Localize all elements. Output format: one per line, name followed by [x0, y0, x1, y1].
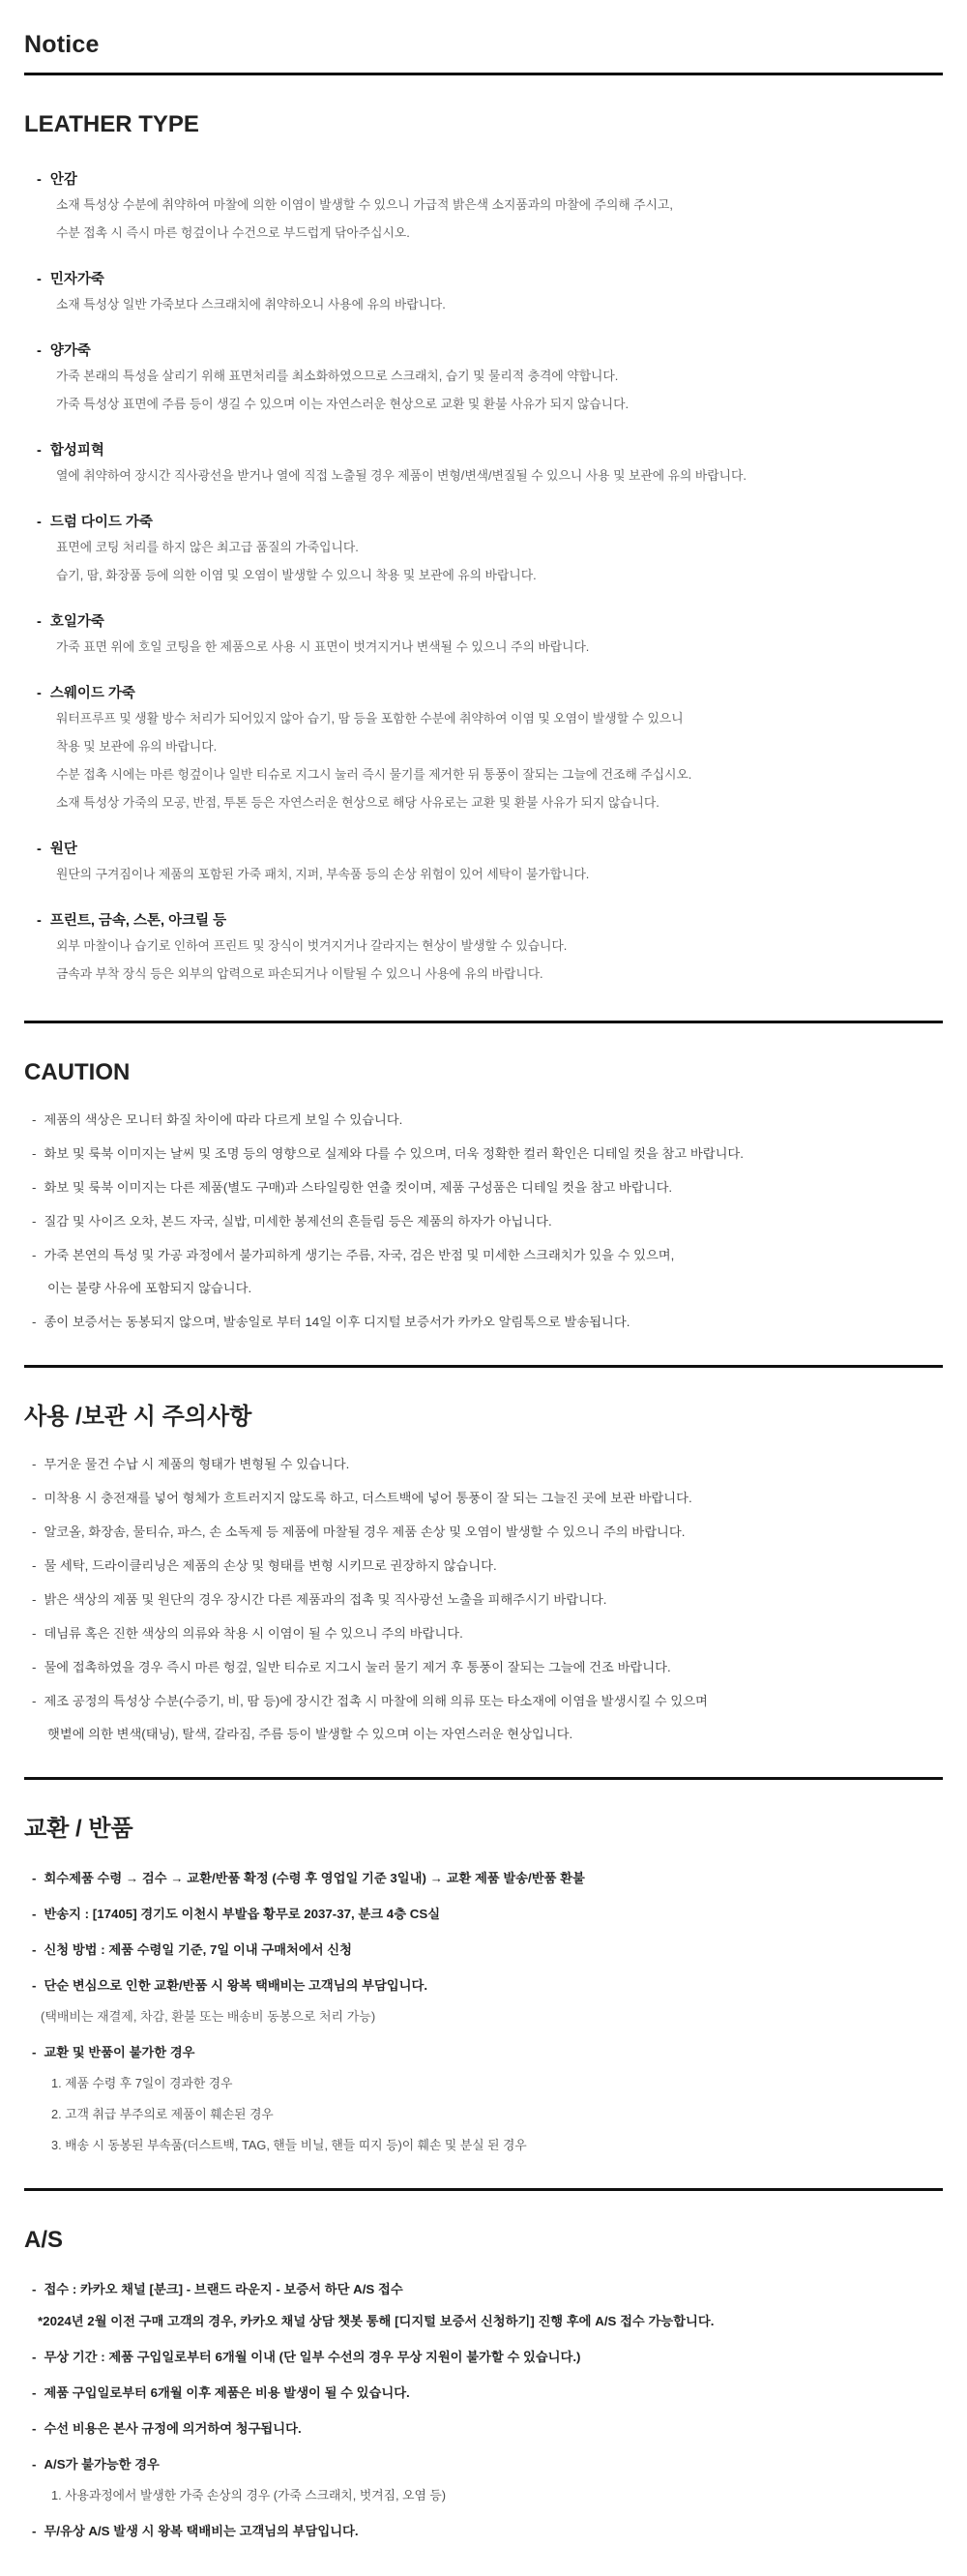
storage-bullet-text: 데님류 혹은 진한 색상의 의류와 착용 시 이염이 될 수 있으니 주의 바랍니다.: [44, 1626, 463, 1641]
dash-marker: -: [37, 686, 42, 701]
section-storage-care: [24, 1403, 943, 1744]
storage-bullet: [24, 1455, 943, 1474]
leather-item-title-row: [24, 911, 943, 932]
leather-item: [24, 513, 943, 589]
return-address-text: 반송지 : [17405] 경기도 이천시 부발읍 황무로 2037-37, 분크 4층 CS실: [44, 1907, 441, 1921]
section-caution: [24, 1058, 943, 1332]
storage-bullet-text: 알코올, 화장솜, 물티슈, 파스, 손 소독제 등 제품에 마찰될 경우 제품 손상 및 오염이 발생할 수 있으니 주의 바랍니다.: [44, 1525, 686, 1539]
caution-bullet: [24, 1110, 943, 1130]
divider: [24, 73, 943, 75]
leather-item-title: 안감: [49, 172, 77, 188]
leather-item: [24, 612, 943, 661]
leather-item-title-row: [24, 684, 943, 704]
exchange-bullet: [24, 1940, 943, 1960]
leather-item: [24, 441, 943, 489]
section-heading-caution: CAUTION: [24, 1059, 131, 1085]
exchange-not-allowed-title: 교환 및 반품이 불가한 경우: [44, 2045, 195, 2059]
caution-bullet: [24, 1212, 943, 1231]
caution-bullet-text: 화보 및 룩북 이미지는 날씨 및 조명 등의 영향으로 실제와 다를 수 있으며, 더욱 정확한 컬러 확인은 디테일 컷을 참고 바랍니다.: [44, 1146, 744, 1161]
leather-item-line: 표면에 코팅 처리를 하지 않은 최고급 품질의 가죽입니다.: [56, 540, 359, 554]
as-free-period-text: 무상 기간 : 제품 구입일로부터 6개월 이내 (단 일부 수선의 경우 무상 지원이 불가할 수 있습니다.): [44, 2350, 581, 2364]
storage-bullet-text: 물에 접촉하였을 경우 즉시 마른 헝겊, 일반 티슈로 지그시 눌러 물기 제거 후 통풍이 잘되는 그늘에 건조 바랍니다.: [44, 1660, 671, 1674]
leather-item: [24, 341, 943, 418]
exchange-bullet: [24, 1869, 943, 1888]
dash-marker: -: [32, 1315, 37, 1329]
leather-item-title-row: [24, 612, 943, 633]
leather-item-line: 가죽 표면 위에 호일 코팅을 한 제품으로 사용 시 표면이 벗겨지거나 변색될 수 있으니 주의 바랍니다.: [56, 639, 590, 654]
as-repair-cost-text: 수선 비용은 본사 규정에 의거하여 청구됩니다.: [44, 2421, 302, 2436]
caution-bullet: [24, 1313, 943, 1332]
dash-marker: -: [32, 2350, 37, 2364]
leather-item-title: 합성피혁: [49, 443, 104, 459]
as-bullet: [24, 2348, 943, 2367]
as-bullet: [24, 2384, 943, 2403]
as-not-possible-title: A/S가 불가능한 경우: [44, 2457, 160, 2472]
dash-marker: -: [37, 614, 42, 630]
dash-marker: -: [32, 1626, 37, 1641]
section-heading-after-service: A/S: [24, 2227, 64, 2253]
shipping-fee-text: 단순 변심으로 인한 교환/반품 시 왕복 택배비는 고객님의 부담입니다.: [44, 1978, 428, 1993]
dash-marker: -: [32, 2524, 37, 2538]
section-heading-exchange-return: 교환 / 반품: [24, 1816, 133, 1842]
leather-item: [24, 684, 943, 816]
leather-item-line: 습기, 땀, 화장품 등에 의한 이염 및 오염이 발생할 수 있으니 착용 및 보관에 유의 바랍니다.: [56, 568, 537, 582]
dash-marker: -: [37, 272, 42, 287]
leather-item-title: 원단: [49, 842, 77, 857]
leather-item-title-row: [24, 170, 943, 191]
caution-bullet-text: 질감 및 사이즈 오차, 본드 자국, 실밥, 미세한 봉제선의 흔들림 등은 제품의 하자가 아닙니다.: [44, 1214, 552, 1229]
exchange-bullet: [24, 1976, 943, 1996]
leather-item-line: 열에 취약하여 장시간 직사광선을 받거나 열에 직접 노출될 경우 제품이 변형/변색/변질될 수 있으니 사용 및 보관에 유의 바랍니다.: [56, 468, 747, 483]
caution-bullet-text: 제품의 색상은 모니터 화질 차이에 따라 다르게 보일 수 있습니다.: [44, 1112, 403, 1127]
leather-item-line: 소재 특성상 가죽의 모공, 반점, 투톤 등은 자연스러운 현상으로 해당 사유로는 교환 및 환불 사유가 되지 않습니다.: [56, 795, 659, 810]
exchange-bullet: [24, 2043, 943, 2062]
caution-bullet: [24, 1144, 943, 1164]
storage-bullet-text: 밝은 색상의 제품 및 원단의 경우 장시간 다른 제품과의 접촉 및 직사광선 노출을 피해주시기 바랍니다.: [44, 1592, 607, 1607]
storage-bullet: [24, 1523, 943, 1542]
dash-marker: -: [32, 2457, 37, 2472]
dash-marker: -: [32, 1558, 37, 1573]
dash-marker: -: [32, 1248, 37, 1262]
dash-marker: -: [32, 1694, 37, 1708]
notice-page: [24, 29, 943, 2541]
dash-marker: -: [32, 1871, 37, 1885]
exchange-case: 3. 배송 시 동봉된 부속품(더스트백, TAG, 핸들 비닐, 핸들 띠지 등)이 훼손 및 분실 된 경우: [51, 2138, 527, 2152]
dash-marker: -: [37, 443, 42, 459]
dash-marker: -: [37, 343, 42, 359]
shipping-fee-note: (택배비는 재결제, 차감, 환불 또는 배송비 동봉으로 처리 가능): [41, 2009, 376, 2024]
dash-marker: -: [37, 842, 42, 857]
storage-bullet-text: 제조 공정의 특성상 수분(수증기, 비, 땀 등)에 장시간 접촉 시 마찰에 의해 의류 또는 타소재에 이염을 발생시킬 수 있으며: [44, 1694, 708, 1708]
leather-item: [24, 270, 943, 318]
leather-item-title: 스웨이드 가죽: [49, 686, 135, 701]
as-bullet: [24, 2522, 943, 2541]
dash-marker: -: [32, 1942, 37, 1957]
exchange-case: 2. 고객 취급 부주의로 제품이 훼손된 경우: [51, 2107, 274, 2121]
section-after-service: [24, 2226, 943, 2541]
leather-item: [24, 840, 943, 888]
leather-item-line: 착용 및 보관에 유의 바랍니다.: [56, 739, 218, 754]
dash-marker: -: [37, 913, 42, 929]
divider: [24, 1777, 943, 1780]
storage-bullet-text: 미착용 시 충전재를 넣어 형체가 흐트러지지 않도록 하고, 더스트백에 넣어 통풍이 잘 되는 그늘진 곳에 보관 바랍니다.: [44, 1491, 692, 1505]
dash-marker: -: [32, 1180, 37, 1195]
storage-bullet-continuation: 햇볕에 의한 변색(태닝), 탈색, 갈라짐, 주름 등이 발생할 수 있으며 이는 자연스러운 현상입니다.: [47, 1727, 573, 1741]
leather-item-title-row: [24, 270, 943, 290]
dash-marker: -: [32, 1214, 37, 1229]
dash-marker: -: [32, 1660, 37, 1674]
leather-item-title: 호일가죽: [49, 614, 104, 630]
as-case: 1. 사용과정에서 발생한 가죽 손상의 경우 (가죽 스크래치, 벗겨짐, 오염 등): [51, 2488, 446, 2502]
leather-item-line: 소재 특성상 일반 가죽보다 스크래치에 취약하오니 사용에 유의 바랍니다.: [56, 297, 446, 311]
leather-item-title-row: [24, 840, 943, 860]
leather-item-title: 드럼 다이드 가죽: [49, 515, 153, 530]
caution-bullet: [24, 1246, 943, 1265]
dash-marker: -: [32, 2045, 37, 2059]
dash-marker: -: [32, 1907, 37, 1921]
section-leather-type: [24, 110, 943, 988]
leather-item-title: 민자가죽: [49, 272, 104, 287]
section-heading-storage-care: 사용 /보관 시 주의사항: [24, 1404, 252, 1430]
exchange-case: 1. 제품 수령 후 7일이 경과한 경우: [51, 2076, 233, 2090]
storage-bullet: [24, 1692, 943, 1711]
divider: [24, 2188, 943, 2191]
divider: [24, 1365, 943, 1368]
leather-item-line: 소재 특성상 수분에 취약하여 마찰에 의한 이염이 발생할 수 있으니 가급적 밝은색 소지품과의 마찰에 주의해 주시고,: [56, 197, 673, 212]
as-digital-warranty-note: *2024년 2월 이전 구매 고객의 경우, 카카오 채널 상담 챗봇 통해 [디지털 보증서 신청하기] 진행 후에 A/S 접수 가능합니다.: [38, 2314, 715, 2328]
leather-item-line: 수분 접촉 시 즉시 마른 헝겊이나 수건으로 부드럽게 닦아주십시오.: [56, 225, 410, 240]
dash-marker: -: [32, 1491, 37, 1505]
caution-bullet-continuation: 이는 불량 사유에 포함되지 않습니다.: [47, 1281, 252, 1295]
dash-marker: -: [32, 2421, 37, 2436]
exchange-process-text: 회수제품 수령 → 검수 → 교환/반품 확정 (수령 후 영업일 기준 3일내) → 교환 제품 발송/반품 환불: [44, 1871, 585, 1885]
dash-marker: -: [32, 1592, 37, 1607]
page-title: Notice: [24, 31, 100, 58]
leather-item-title-row: [24, 441, 943, 461]
caution-bullet-text: 종이 보증서는 동봉되지 않으며, 발송일로 부터 14일 이후 디지털 보증서가 카카오 알림톡으로 발송됩니다.: [44, 1315, 630, 1329]
as-shipping-fee-text: 무/유상 A/S 발생 시 왕복 택배비는 고객님의 부담입니다.: [44, 2524, 359, 2538]
as-reception-text: 접수 : 카카오 채널 [분크] - 브랜드 라운지 - 보증서 하단 A/S 접수: [44, 2282, 403, 2296]
leather-item-line: 수분 접촉 시에는 마른 헝겊이나 일반 티슈로 지그시 눌러 즉시 물기를 제거한 뒤 통풍이 잘되는 그늘에 건조해 주십시오.: [56, 767, 692, 782]
dash-marker: -: [37, 172, 42, 188]
dash-marker: -: [32, 1525, 37, 1539]
storage-bullet: [24, 1590, 943, 1610]
leather-item-title: 양가죽: [49, 343, 91, 359]
dash-marker: -: [32, 1978, 37, 1993]
dash-marker: -: [32, 2385, 37, 2400]
dash-marker: -: [32, 1457, 37, 1471]
storage-bullet: [24, 1658, 943, 1677]
leather-item-title-row: [24, 341, 943, 362]
caution-bullet-text: 화보 및 룩북 이미지는 다른 제품(별도 구매)과 스타일링한 연출 컷이며, 제품 구성품은 디테일 컷을 참고 바랍니다.: [44, 1180, 673, 1195]
caution-bullet-text: 가죽 본연의 특성 및 가공 과정에서 불가피하게 생기는 주름, 자국, 검은 반점 및 미세한 스크래치가 있을 수 있으며,: [44, 1248, 675, 1262]
leather-item-title: 프린트, 금속, 스톤, 아크릴 등: [49, 913, 227, 929]
leather-item-line: 외부 마찰이나 습기로 인하여 프린트 및 장식이 벗겨지거나 갈라지는 현상이 발생할 수 있습니다.: [56, 938, 568, 953]
leather-item-line: 가죽 특성상 표면에 주름 등이 생길 수 있으며 이는 자연스러운 현상으로 교환 및 환불 사유가 되지 않습니다.: [56, 397, 629, 411]
divider: [24, 1021, 943, 1023]
as-bullet: [24, 2419, 943, 2439]
as-bullet: [24, 2455, 943, 2474]
storage-bullet: [24, 1489, 943, 1508]
dash-marker: -: [37, 515, 42, 530]
dash-marker: -: [32, 1146, 37, 1161]
caution-bullet: [24, 1178, 943, 1198]
leather-item: [24, 911, 943, 988]
request-method-text: 신청 방법 : 제품 수령일 기준, 7일 이내 구매처에서 신청: [44, 1942, 352, 1957]
dash-marker: -: [32, 2282, 37, 2296]
section-heading-leather-type: LEATHER TYPE: [24, 111, 199, 137]
leather-item-line: 가죽 본래의 특성을 살리기 위해 표면처리를 최소화하였으므로 스크래치, 습기 및 물리적 충격에 약합니다.: [56, 369, 619, 383]
leather-item-line: 워터프루프 및 생활 방수 처리가 되어있지 않아 습기, 땀 등을 포함한 수분에 취약하여 이염 및 오염이 발생할 수 있으니: [56, 711, 684, 725]
storage-bullet: [24, 1624, 943, 1643]
section-exchange-return: [24, 1815, 943, 2155]
leather-item-title-row: [24, 513, 943, 533]
storage-bullet-text: 무거운 물건 수납 시 제품의 형태가 변형될 수 있습니다.: [44, 1457, 350, 1471]
leather-item-line: 금속과 부착 장식 등은 외부의 압력으로 파손되거나 이탈될 수 있으니 사용에 유의 바랍니다.: [56, 966, 543, 981]
storage-bullet: [24, 1556, 943, 1576]
leather-item: [24, 170, 943, 247]
as-bullet: [24, 2280, 943, 2299]
dash-marker: -: [32, 1112, 37, 1127]
storage-bullet-text: 물 세탁, 드라이클리닝은 제품의 손상 및 형태를 변형 시키므로 권장하지 않습니다.: [44, 1558, 497, 1573]
leather-item-line: 원단의 구겨짐이나 제품의 포함된 가죽 패치, 지퍼, 부속품 등의 손상 위험이 있어 세탁이 불가합니다.: [56, 867, 590, 881]
as-paid-period-text: 제품 구입일로부터 6개월 이후 제품은 비용 발생이 될 수 있습니다.: [44, 2385, 410, 2400]
exchange-bullet: [24, 1905, 943, 1924]
